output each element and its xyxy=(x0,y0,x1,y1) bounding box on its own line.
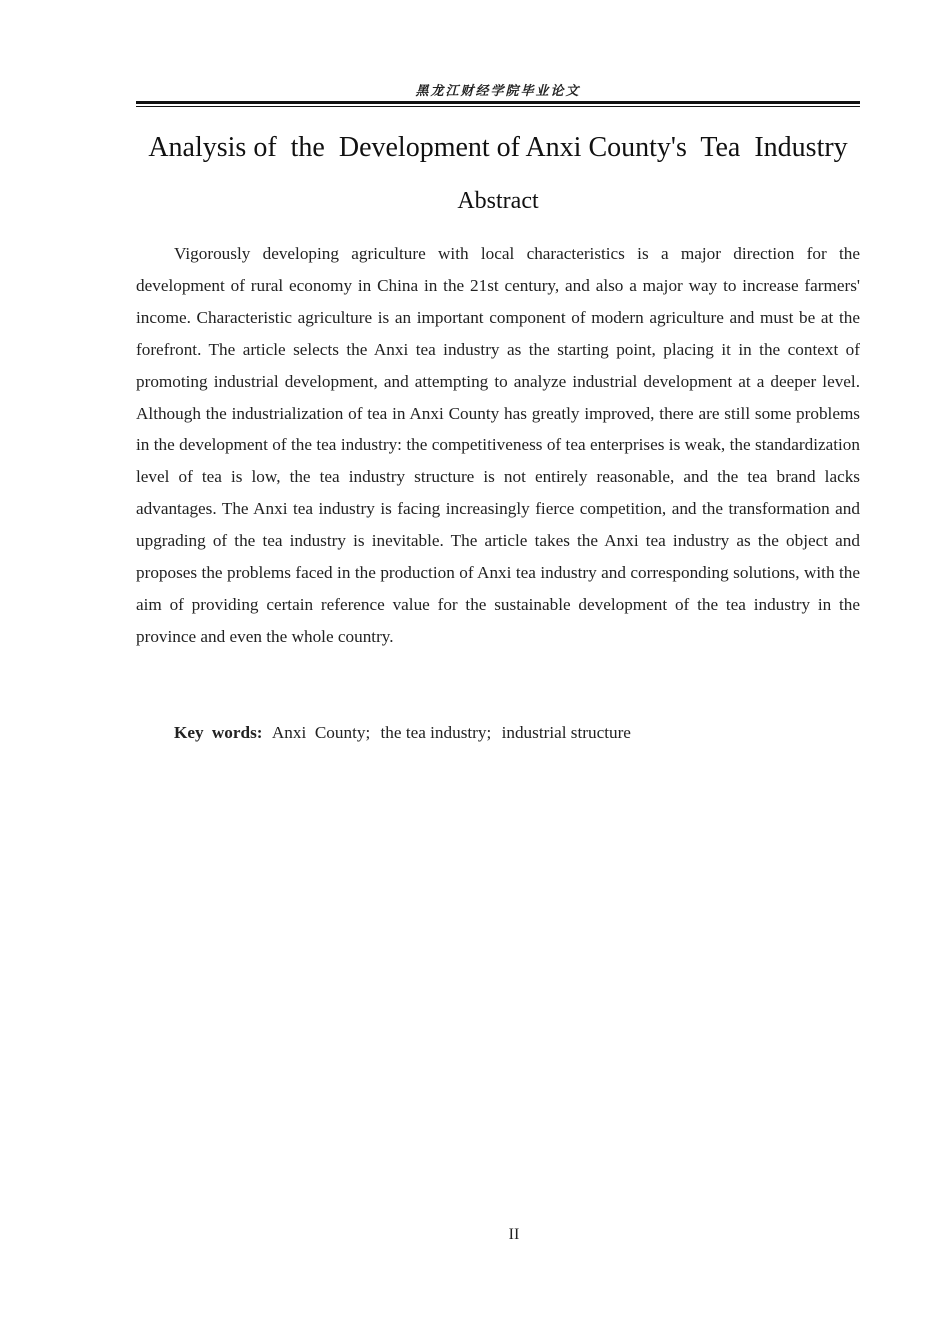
abstract-heading: Abstract xyxy=(457,188,539,214)
keywords-label: Key words: xyxy=(174,723,263,742)
keyword-item: industrial structure xyxy=(501,723,631,742)
header-rule-thick xyxy=(136,101,860,104)
keyword-item: the tea industry xyxy=(380,723,487,742)
page-number: II xyxy=(508,1226,520,1243)
keyword-separator: ; xyxy=(365,723,371,742)
header-rule-thin xyxy=(136,106,860,107)
keyword-separator: ; xyxy=(486,723,492,742)
running-header: 黑龙江财经学院毕业论文 xyxy=(415,84,581,99)
keywords-line xyxy=(174,718,860,748)
abstract-body: Vigorously developing agriculture with local characteristics is a major direction for the development of rural economy in China in the 21st century, and also a major way to increase farmers' income. Characteristic agriculture is an important component of modern agriculture and must be at the forefront. The article selects the Anxi tea industry as the starting point, placing it in the context of promoting industrial development, and attempting to analyze industrial development at a deeper level. Although the industrialization of tea in Anxi County has greatly improved, there are still some problems in the development of the tea industry: the competitiveness of tea enterprises is weak, the standardization level of tea is low, the tea industry structure is not entirely reasonable, and the tea brand lacks advantages. The Anxi tea industry is facing increasingly fierce competition, and the transformation and upgrading of the tea industry is inevitable. The article takes the Anxi tea industry as the object and proposes the problems faced in the production of Anxi tea industry and corresponding solutions, with the aim of providing certain reference value for the sustainable development of the tea industry in the province and even the whole country. xyxy=(136,244,860,646)
keyword-item: Anxi County xyxy=(271,723,366,742)
document-title: Analysis of the Development of Anxi County's Tea Industry xyxy=(148,132,848,163)
